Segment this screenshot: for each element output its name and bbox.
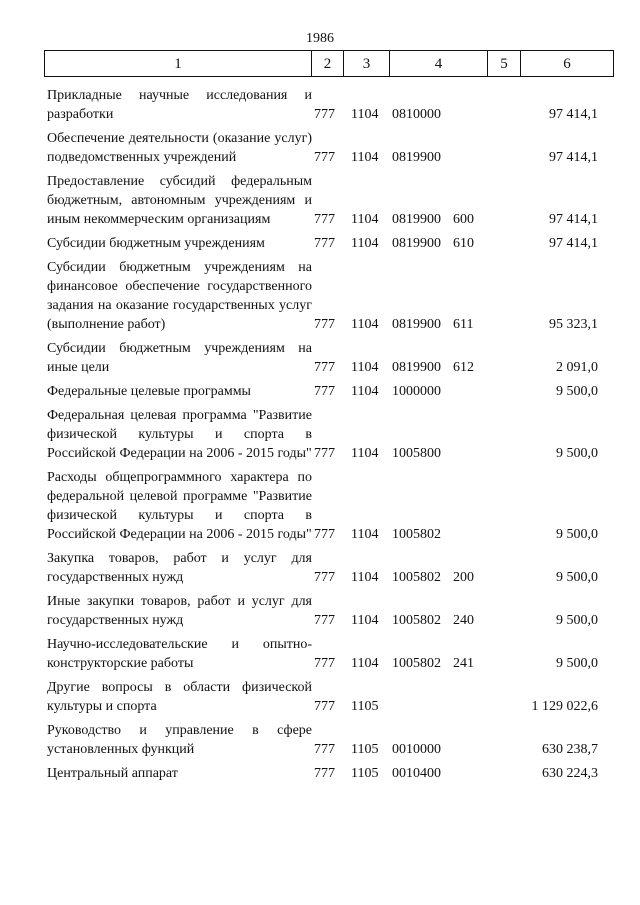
header-col-2: 2 [312, 51, 344, 76]
row-col-4: 0819900 [392, 236, 441, 251]
table-row [44, 721, 614, 759]
row-col-4: 1000000 [392, 384, 441, 399]
row-name: Предоставление субсидий федеральным бюджетным, автономным учреждениям и иным некоммерческим организациям [47, 174, 312, 227]
row-col-4: 0010000 [392, 742, 441, 757]
row-amount: 9 500,0 [556, 656, 598, 671]
header-col-1: 1 [45, 51, 312, 76]
row-col-3: 1104 [351, 384, 379, 399]
row-col-3: 1104 [351, 107, 379, 122]
row-col-4: 1005800 [392, 446, 441, 461]
header-col-3: 3 [344, 51, 390, 76]
table-row [44, 339, 614, 377]
row-name: Другие вопросы в области физической культуры и спорта [47, 680, 312, 714]
row-name: Закупка товаров, работ и услуг для государственных нужд [47, 551, 312, 585]
row-col-4: 0010400 [392, 766, 441, 781]
row-name: Федеральная целевая программа "Развитие физической культуры и спорта в Российской Федерации на 2006 - 2015 годы" [47, 408, 312, 461]
row-col-5: 240 [453, 613, 474, 628]
row-name: Субсидии бюджетным учреждениям на иные цели [47, 341, 312, 375]
header-col-6: 6 [563, 56, 571, 72]
row-col-5: 600 [453, 212, 474, 227]
row-amount: 9 500,0 [556, 446, 598, 461]
row-name: Расходы общепрограммного характера по федеральной целевой программе "Развитие физической культуры и спорта в Российской Федерации на 2006 - 2015 годы" [47, 470, 312, 542]
row-col-5: 612 [453, 360, 474, 375]
table-row [44, 129, 614, 167]
row-col-3: 1105 [351, 742, 379, 757]
row-col-2: 777 [314, 699, 335, 714]
row-col-2: 777 [314, 766, 335, 781]
row-col-4: 0810000 [392, 107, 441, 122]
table-row [44, 172, 614, 229]
row-col-4: 0819900 [392, 212, 441, 227]
table-row [44, 406, 614, 463]
row-name: Субсидии бюджетным учреждениям [47, 236, 265, 251]
table-row [44, 468, 614, 544]
row-col-4: 1005802 [392, 613, 441, 628]
row-amount: 630 238,7 [542, 742, 598, 757]
row-amount: 630 224,3 [542, 766, 598, 781]
table-row [44, 382, 614, 401]
row-col-3: 1104 [351, 446, 379, 461]
row-col-4: 0819900 [392, 360, 441, 375]
row-amount: 95 323,1 [549, 317, 598, 332]
row-col-4: 0819900 [392, 150, 441, 165]
budget-table [44, 50, 614, 788]
row-col-2: 777 [314, 317, 335, 332]
row-name: Центральный аппарат [47, 766, 178, 781]
row-name: Субсидии бюджетным учреждениям на финансовое обеспечение государственного задания на оказание государственных услуг (выполнение работ) [47, 260, 312, 332]
row-amount: 9 500,0 [556, 570, 598, 585]
row-name: Иные закупки товаров, работ и услуг для государственных нужд [47, 594, 312, 628]
row-col-3: 1104 [351, 236, 379, 251]
row-col-3: 1104 [351, 317, 379, 332]
row-col-5: 610 [453, 236, 474, 251]
row-amount: 97 414,1 [549, 150, 598, 165]
row-name: Обеспечение деятельности (оказание услуг) подведомственных учреждений [47, 131, 312, 165]
row-amount: 9 500,0 [556, 384, 598, 399]
row-col-2: 777 [314, 360, 335, 375]
row-col-2: 777 [314, 236, 335, 251]
header-col-5: 5 [488, 51, 521, 76]
row-amount: 2 091,0 [556, 360, 598, 375]
row-amount: 9 500,0 [556, 527, 598, 542]
row-col-3: 1104 [351, 613, 379, 628]
row-col-2: 777 [314, 212, 335, 227]
row-amount: 97 414,1 [549, 107, 598, 122]
row-col-3: 1104 [351, 360, 379, 375]
table-row [44, 234, 614, 253]
row-col-2: 777 [314, 742, 335, 757]
row-col-5: 241 [453, 656, 474, 671]
row-col-3: 1105 [351, 699, 379, 714]
row-amount: 1 129 022,6 [531, 699, 598, 714]
row-col-3: 1104 [351, 150, 379, 165]
header-col-4: 4 [390, 51, 488, 76]
row-amount: 97 414,1 [549, 212, 598, 227]
row-col-4: 1005802 [392, 656, 441, 671]
row-col-2: 777 [314, 150, 335, 165]
table-body [44, 77, 614, 783]
row-col-3: 1104 [351, 656, 379, 671]
row-col-4: 0819900 [392, 317, 441, 332]
row-col-2: 777 [314, 384, 335, 399]
row-col-3: 1104 [351, 570, 379, 585]
row-amount: 97 414,1 [549, 236, 598, 251]
row-col-2: 777 [314, 446, 335, 461]
table-row [44, 764, 614, 783]
row-name: Руководство и управление в сфере установленных функций [47, 723, 312, 757]
row-col-4: 1005802 [392, 527, 441, 542]
row-name: Научно-исследовательские и опытно-конструкторские работы [47, 637, 312, 671]
row-col-3: 1104 [351, 527, 379, 542]
table-header [44, 50, 614, 77]
row-name: Прикладные научные исследования и разработки [47, 88, 312, 122]
row-col-2: 777 [314, 107, 335, 122]
table-row [44, 678, 614, 716]
row-col-2: 777 [314, 570, 335, 585]
row-col-4: 1005802 [392, 570, 441, 585]
row-col-2: 777 [314, 613, 335, 628]
page-number: 1986 [306, 31, 334, 46]
row-col-3: 1104 [351, 212, 379, 227]
table-row [44, 592, 614, 630]
row-name: Федеральные целевые программы [47, 384, 251, 399]
row-col-3: 1105 [351, 766, 379, 781]
row-col-2: 777 [314, 527, 335, 542]
table-row [44, 86, 614, 124]
table-row [44, 258, 614, 334]
row-col-5: 611 [453, 317, 474, 332]
table-row [44, 549, 614, 587]
row-amount: 9 500,0 [556, 613, 598, 628]
table-row [44, 635, 614, 673]
row-col-5: 200 [453, 570, 474, 585]
row-col-2: 777 [314, 656, 335, 671]
